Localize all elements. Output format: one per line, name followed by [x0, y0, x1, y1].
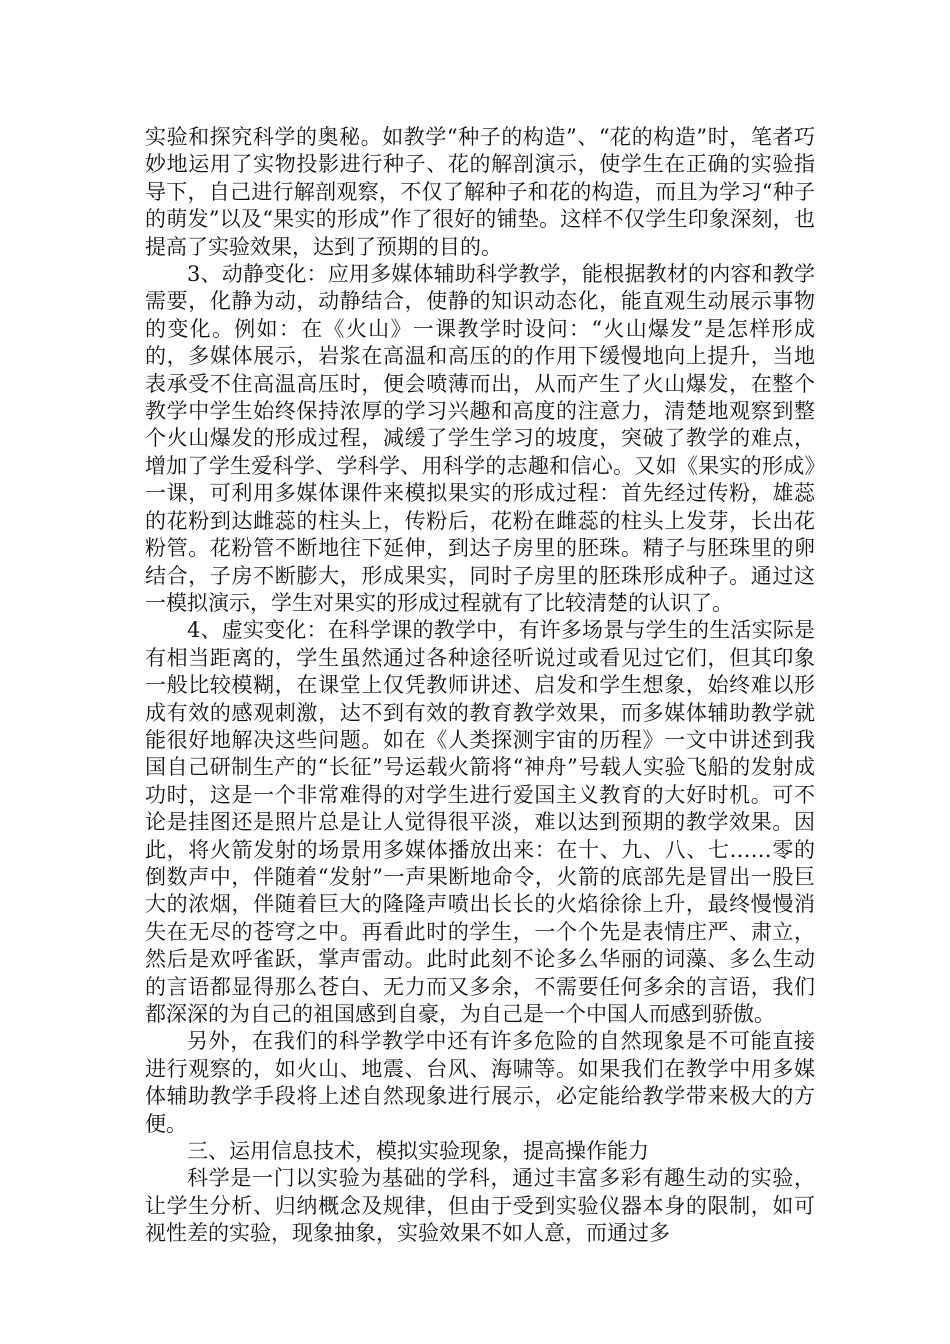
paragraph-2: 3、动静变化：应用多媒体辅助科学教学，能根据教材的内容和教学需要，化静为动，动静结合，使静的知识动态化，能直观生动展示事物的变化。例如：在《火山》一课教学时设问：“火山爆发”是怎样形成的，多媒体展示，岩浆在高温和高压的的作用下缓慢地向上提升，当地表承受不住高温高压时，便会喷薄而出，从而产生了火山爆发，在整个教学中学生始终保持浓厚的学习兴趣和高度的注意力，清楚地观察到整个火山爆发的形成过程，减缓了学生学习的坡度，突破了教学的难点，增加了学生爱科学、学科学、用科学的志趣和信心。又如《果实的形成》一课，可利用多媒体课件来模拟果实的形成过程：首先经过传粉，雄蕊的花粉到达雌蕊的柱头上，传粉后，花粉在雌蕊的柱头上发芽，长出花粉管。花粉管不断地往下延伸，到达子房里的胚珠。精子与胚珠里的卵结合，子房不断膨大，形成果实，同时子房里的胚珠形成种子。通过这一模拟演示，学生对果实的形成过程就有了比较清楚的认识了。 [145, 262, 815, 615]
paragraph-4: 另外，在我们的科学教学中还有许多危险的自然现象是不可能直接进行观察的，如火山、地震、台风、海啸等。如果我们在教学中用多媒体辅助教学手段将上述自然现象进行展示，必定能给教学带来极大的方便。 [145, 1029, 815, 1136]
paragraph-1: 实验和探究科学的奥秘。如教学“种子的构造”、“花的构造”时，笔者巧妙地运用了实物投影进行种子、花的解剖演示，使学生在正确的实验指导下，自己进行解剖观察，不仅了解种子和花的构造，而且为学习“种子的萌发”以及“果实的形成”作了很好的铺垫。这样不仅学生印象深刻，也提高了实验效果，达到了预期的目的。 [145, 125, 815, 259]
document-body [145, 124, 815, 1248]
paragraph-6: 科学是一门以实验为基础的学科，通过丰富多彩有趣生动的实验，让学生分析、归纳概念及规律，但由于受到实验仪器本身的限制，如可视性差的实验，现象抽象，实验效果不如人意，而通过多 [145, 1166, 815, 1246]
section-heading: 三、运用信息技术，模拟实验现象，提高操作能力 [187, 1139, 649, 1164]
paragraph-3: 4、虚实变化：在科学课的教学中，有许多场景与学生的生活实际是有相当距离的，学生虽然通过各种途径听说过或看见过它们，但其印象一般比较模糊，在课堂上仅凭教师讲述、启发和学生想象，始终难以形成有效的感观刺激，达不到有效的教育教学效果，而多媒体辅助教学就能很好地解决这些问题。如在《人类探测宇宙的历程》一文中讲述到我国自己研制生产的“长征”号运载火箭将“神舟”号载人实验飞船的发射成功时，这是一个非常难得的对学生进行爱国主义教育的大好时机。可不论是挂图还是照片总是让人觉得很平淡，难以达到预期的教学效果。因此，将火箭发射的场景用多媒体播放出来：在十、九、八、七……零的倒数声中，伴随着“发射”一声果断地命令，火箭的底部先是冒出一股巨大的浓烟，伴随着巨大的隆隆声喷出长长的火焰徐徐上升，最终慢慢消失在无尽的苍穹之中。再看此时的学生，一个个先是表情庄严、肃立，然后是欢呼雀跃，掌声雷动。此时此刻不论多么华丽的词藻、多么生动的言语都显得那么苍白、无力而又多余，不需要任何多余的言语，我们都深深的为自己的祖国感到自豪，为自己是一个中国人而感到骄傲。 [145, 618, 815, 1026]
